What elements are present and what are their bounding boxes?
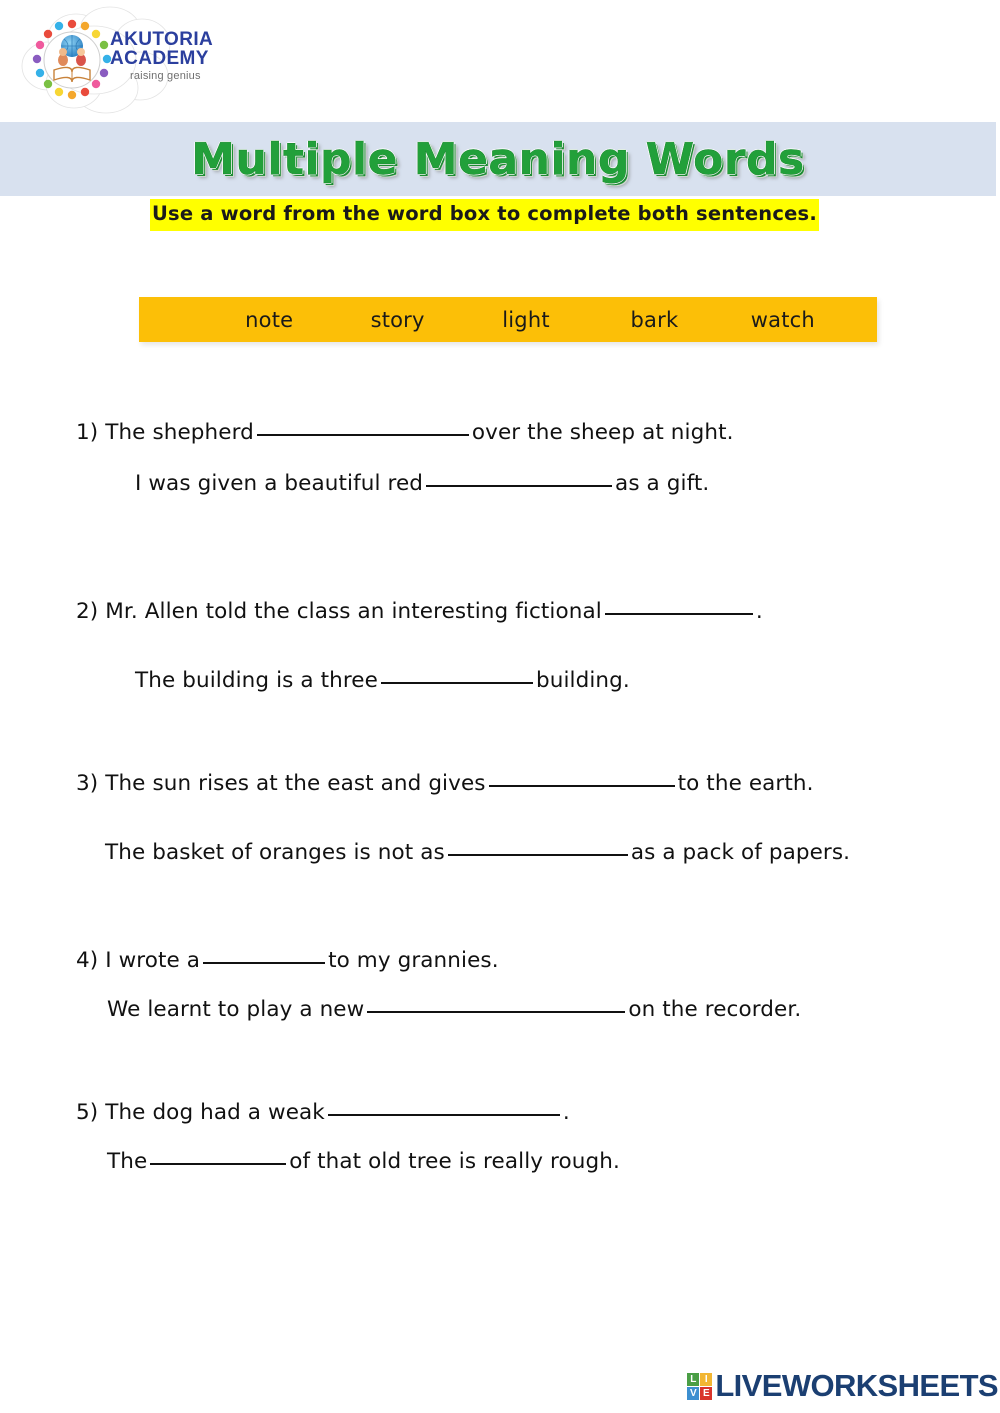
question-5-line-2-after: of that old tree is really rough. — [289, 1149, 620, 1174]
page-header — [0, 0, 1000, 122]
question-2-line-1 — [76, 599, 1000, 624]
question-4-line-1 — [76, 948, 1000, 973]
question-5-line-1-blank[interactable] — [328, 1114, 560, 1116]
lw-block-i: I — [700, 1373, 712, 1386]
question-4-line-1-before: I wrote a — [105, 948, 201, 973]
question-1-number: 1) — [76, 420, 99, 445]
question-2-line-1-after: . — [755, 599, 763, 624]
question-2-line-2 — [135, 668, 1000, 693]
word-box-item-light[interactable]: light — [502, 307, 550, 332]
question-3-line-1 — [76, 771, 1000, 796]
page-title: Multiple Meaning Words — [191, 133, 805, 185]
question-4-line-2 — [107, 997, 1000, 1022]
question-2 — [0, 599, 1000, 693]
question-5-line-2 — [107, 1149, 1000, 1174]
question-2-line-1-blank[interactable] — [605, 613, 753, 615]
questions-list — [0, 420, 1000, 1174]
question-1-line-2-before: I was given a beautiful red — [135, 471, 424, 496]
question-1-line-1 — [76, 420, 1000, 445]
question-3-line-2 — [105, 840, 1000, 865]
question-1-line-2-blank[interactable] — [426, 485, 612, 487]
question-4-line-1-after: to my grannies. — [328, 948, 499, 973]
question-3-line-2-before: The basket of oranges is not as — [105, 840, 445, 865]
question-2-line-2-after: building. — [535, 668, 630, 693]
logo-line-1: AKUTORIA — [110, 29, 214, 50]
lw-block-l: L — [687, 1373, 699, 1386]
question-4-number: 4) — [76, 948, 99, 973]
title-band — [0, 122, 996, 196]
question-3-line-1-before: The sun rises at the east and gives — [105, 771, 486, 796]
question-2-line-1-before: Mr. Allen told the class an interesting fictional — [105, 599, 602, 624]
question-3-line-1-blank[interactable] — [489, 785, 675, 787]
logo-line-2: ACADEMY — [110, 48, 209, 70]
lw-block-v: V — [687, 1387, 699, 1400]
question-5-line-2-blank[interactable] — [150, 1163, 286, 1165]
akutoria-academy-logo — [14, 4, 214, 116]
question-5-number: 5) — [76, 1100, 99, 1125]
liveworksheets-blocks-icon — [687, 1373, 712, 1400]
word-box-item-bark[interactable]: bark — [630, 307, 679, 332]
question-4-line-2-after: on the recorder. — [628, 997, 802, 1022]
question-3-number: 3) — [76, 771, 99, 796]
question-5-line-1 — [76, 1100, 1000, 1125]
question-5-line-2-before: The — [107, 1149, 148, 1174]
question-4-line-2-before: We learnt to play a new — [107, 997, 365, 1022]
word-box-item-note[interactable]: note — [245, 307, 294, 332]
question-1-line-1-blank[interactable] — [257, 434, 469, 436]
question-1 — [0, 420, 1000, 496]
logo-cloud-graphic — [14, 4, 214, 116]
question-4-line-1-blank[interactable] — [203, 962, 325, 964]
question-3 — [0, 771, 1000, 865]
logo-tagline: raising genius — [130, 69, 201, 82]
question-2-line-2-before: The building is a three — [135, 668, 378, 693]
question-2-line-2-blank[interactable] — [381, 682, 533, 684]
word-box — [139, 297, 877, 342]
question-3-line-2-blank[interactable] — [448, 854, 628, 856]
instruction-row — [150, 200, 819, 230]
question-3-line-1-after: to the earth. — [677, 771, 814, 796]
question-1-line-2-after: as a gift. — [615, 471, 710, 496]
liveworksheets-logo[interactable] — [687, 1368, 998, 1404]
question-1-line-2 — [135, 471, 1000, 496]
question-1-line-1-after: over the sheep at night. — [471, 420, 734, 445]
instruction-text: Use a word from the word box to complete both sentences. — [150, 199, 819, 230]
question-5-line-1-after: . — [562, 1100, 570, 1125]
question-4 — [0, 948, 1000, 1022]
question-3-line-2-after: as a pack of papers. — [630, 840, 851, 865]
question-1-line-1-before: The shepherd — [105, 420, 254, 445]
question-5 — [0, 1100, 1000, 1174]
question-2-number: 2) — [76, 599, 99, 624]
question-4-line-2-blank[interactable] — [367, 1011, 625, 1013]
question-5-line-1-before: The dog had a weak — [105, 1100, 325, 1125]
word-box-item-story[interactable]: story — [370, 307, 425, 332]
lw-block-e: E — [700, 1387, 712, 1400]
liveworksheets-wordmark: LIVEWORKSHEETS — [715, 1368, 998, 1403]
word-box-item-watch[interactable]: watch — [750, 307, 815, 332]
